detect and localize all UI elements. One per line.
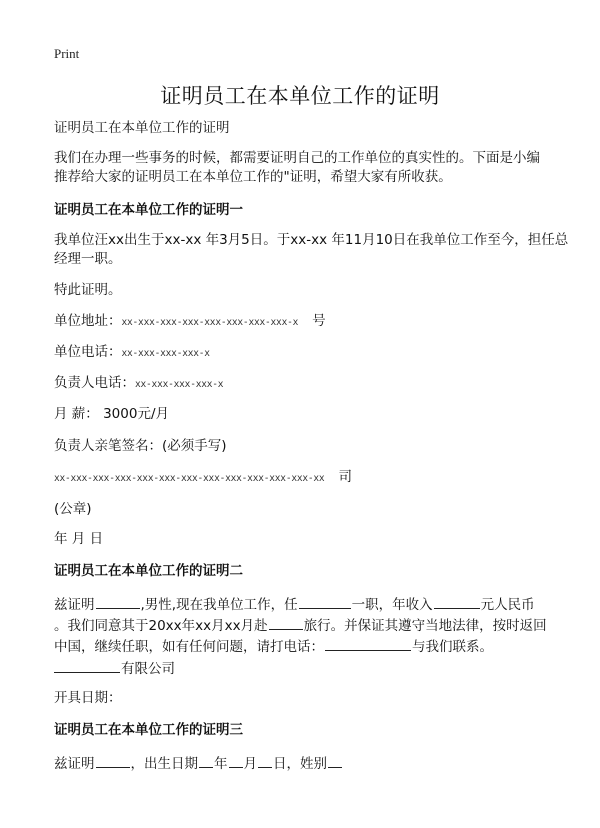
address-suffix: 号 (312, 313, 326, 329)
blank-income (434, 594, 480, 609)
blank-gender (328, 753, 342, 768)
issue-date: 开具日期： (54, 690, 122, 706)
section-2-line-3 (54, 636, 548, 657)
section-1-body (54, 231, 569, 269)
unit-phone-row (54, 343, 548, 363)
text-segment: ,男性,现在我单位工作，任 (140, 597, 298, 613)
blank-phone (325, 636, 411, 651)
intro-subtitle: 证明员工在本单位工作的证明 (54, 120, 230, 136)
salary-label: 月 薪： (54, 406, 99, 422)
section-2-body (54, 594, 548, 657)
signature-row: 负责人亲笔签名：(必须手写) (54, 438, 227, 454)
section-2-line-2 (54, 615, 548, 636)
blank-name (96, 753, 130, 768)
section-2-heading: 证明员工在本单位工作的证明二 (54, 563, 243, 579)
seal-text: (公章) (54, 501, 92, 517)
blank-company (54, 658, 120, 673)
address-value: xx-xxx-xxx-xxx-xxx-xxx-xxx-xxx-x (121, 317, 299, 328)
text-segment: 月 (243, 756, 257, 772)
date-text: 年 月 日 (54, 531, 104, 547)
section-1-body-line-2: 经理一职。 (54, 251, 122, 267)
address-row (54, 312, 548, 332)
owner-phone-label: 负责人电话： (54, 375, 135, 391)
unit-phone-value: xx-xxx-xxx-xxx-x (121, 348, 210, 359)
intro-line-2: 推荐给大家的证明员工在本单位工作的"证明，希望大家有所收获。 (54, 169, 452, 185)
salary-value: 3000元/月 (103, 406, 169, 422)
owner-phone-row (54, 374, 548, 394)
section-3-heading: 证明员工在本单位工作的证明三 (54, 722, 243, 738)
text-segment: 旅行。并保证其遵守当地法律，按时返回 (303, 618, 547, 634)
salary-row (54, 405, 548, 424)
unit-phone-label: 单位电话： (54, 344, 122, 360)
section-2-line-1 (54, 594, 548, 615)
print-label: Print (54, 46, 80, 61)
owner-phone-value: xx-xxx-xxx-xxx-x (135, 379, 224, 390)
company-row (54, 468, 548, 488)
text-segment: 兹证明 (54, 597, 95, 613)
section-1-heading: 证明员工在本单位工作的证明一 (54, 202, 243, 218)
blank-position (299, 594, 351, 609)
section-1-body-line-1: 我单位汪xx出生于xx-xx 年3月5日。于xx-xx 年11月10日在我单位工作至今，担任总 (54, 232, 569, 248)
text-segment: 中国，继续任职，如有任何问题，请打电话： (54, 639, 324, 655)
blank-year (199, 753, 213, 768)
blank-name (96, 594, 140, 609)
text-segment: 兹证明 (54, 756, 95, 772)
text-segment: 与我们联系。 (412, 639, 493, 655)
text-segment: ，出生日期 (130, 756, 198, 772)
section-3-line-1 (54, 753, 548, 774)
blank-destination (269, 615, 303, 630)
blank-month (229, 753, 243, 768)
company-suffix: 司 (338, 469, 352, 485)
company-value: xx-xxx-xxx-xxx-xxx-xxx-xxx-xxx-xxx-xxx-xxx-xxx-xx (54, 473, 325, 484)
text-segment: 元人民币 (480, 597, 535, 613)
text-segment: 日，姓别 (273, 756, 327, 772)
text-segment: 年 (214, 756, 228, 772)
document-title: 证明员工在本单位工作的证明 (160, 84, 440, 108)
blank-day (258, 753, 272, 768)
intro-line-1: 我们在办理一些事务的时候，都需要证明自己的工作单位的真实性的。下面是小编 (54, 150, 540, 166)
company-name-row (54, 658, 548, 679)
text-segment: 。我们同意其于20xx年xx月xx月赴 (54, 618, 268, 634)
certify-text: 特此证明。 (54, 282, 122, 298)
address-label: 单位地址： (54, 313, 122, 329)
intro-paragraph (54, 149, 548, 187)
company-suffix-2: 有限公司 (121, 661, 175, 677)
text-segment: 一职，年收入 (351, 597, 433, 613)
